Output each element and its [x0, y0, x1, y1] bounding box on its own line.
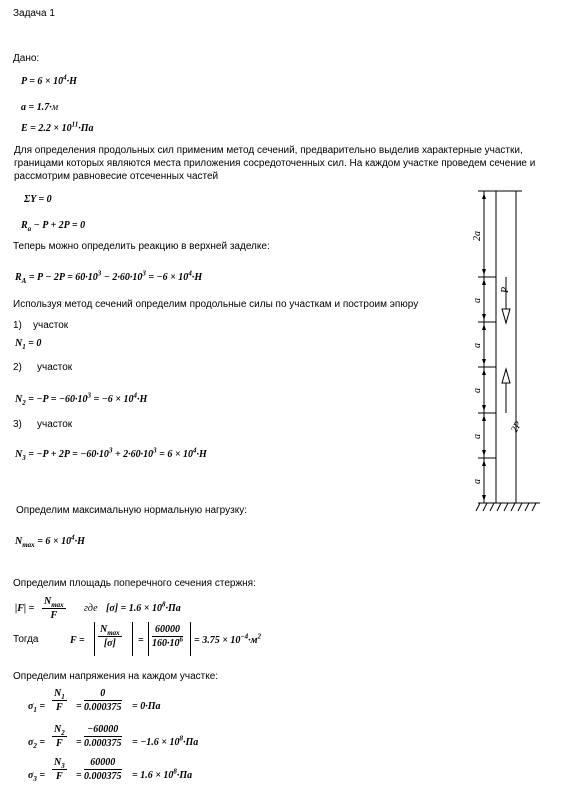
section-2-number: 2) [13, 362, 22, 373]
intro-paragraph: Для определения продольных сил применим метод сечений, предварительно выделив характерные участки, границами которых являются места приложения сосредоточенных сил. На каждом участке проведем сечение и рассмотрим равновесие отсеченных частей [14, 145, 536, 182]
area-result: = $3.75 \times 10^{-4}\cdot м^2$ [194, 632, 262, 646]
stress-1-result: = 0·Па [132, 701, 161, 712]
area-f-equals: F = [70, 635, 85, 646]
given-label: Дано: [13, 53, 40, 64]
force-p-label: P [500, 286, 511, 293]
stress-3-fraction-val [84, 757, 122, 782]
area-fraction-2: $N_{max}$ [σ] [100, 624, 120, 649]
sections-text: Используя метод сечений определим продольные силы по участкам и построим эпюру [13, 299, 419, 310]
reaction-text: Теперь можно определить реакцию в верхней заделке: [13, 241, 270, 252]
equals: = [76, 770, 82, 781]
stress-1-num: 0 [84, 688, 122, 701]
stress-3-fraction-sym: $\frac{N_3}{F}$ [54, 757, 65, 782]
section-2-label: участок [37, 362, 73, 373]
then-label: Тогда [13, 634, 39, 645]
dim-label-a: a [472, 434, 483, 439]
dim-label-a: a [472, 343, 483, 348]
dim-label-a: a [472, 298, 483, 303]
bar [496, 191, 516, 503]
stress-3-result: = $1.6 \times 10^8\cdot Па$ [132, 767, 193, 781]
stress-2-fraction-sym: $\frac{N_2}{F}$ [54, 724, 65, 749]
stress-1-name: $\sigma_1$ = [28, 701, 46, 714]
given-p: $P = 6 \times 10^4\cdot H$ [21, 73, 77, 87]
section-3-label: участок [37, 419, 73, 430]
stress-2-result: = $-1.6 \times 10^8\cdot Па$ [132, 734, 199, 748]
stress-3-den: 0.000375 [84, 771, 122, 782]
abs-bar [190, 622, 191, 656]
force-p-arrowhead [502, 309, 510, 323]
stress-1-fraction-val [84, 688, 122, 713]
stress-2-name: $\sigma_2$ = [28, 737, 46, 750]
stress-1-fraction-sym: $\frac{N_1}{F}$ [54, 688, 65, 713]
abs-bar [94, 622, 95, 656]
force-2p-label: 2P [509, 419, 525, 435]
abs-bar [148, 622, 149, 656]
abs-bar [132, 622, 133, 656]
section-1-label: участок [33, 320, 69, 331]
bar-diagram [460, 185, 550, 515]
balance-equation: $R_a - P + 2P = 0$ [21, 220, 86, 233]
stress-2-num: −60000 [84, 724, 122, 737]
area-where: где [84, 603, 98, 614]
dim-label-a: a [472, 479, 483, 484]
area-fraction-3: $\frac{60000}{160\cdot 10^6}$ [152, 624, 183, 649]
stress-3-name: $\sigma_3$ = [28, 770, 46, 783]
max-equation: $N_{max} = 6 \times 10^4\cdot H$ [15, 533, 85, 549]
area-fraction: $N_{max}$ F [44, 596, 64, 621]
given-e: $E = 2.2 \times 10^{11}\cdot Па$ [21, 120, 94, 134]
equals: = [76, 701, 82, 712]
section-3-equation: $N_3 = -P + 2P = -60\cdot 10^3 + 2\cdot 60\cdot 10^3 = 6 \times 10^4\cdot H$ [15, 446, 207, 462]
stress-2-fraction-val [84, 724, 122, 749]
stress-2-den: 0.000375 [84, 738, 122, 749]
area-sigma: $[\sigma] = 1.6 \times 10^8\cdot Па$ [106, 600, 181, 614]
section-3-number: 3) [13, 419, 22, 430]
given-a: a = 1.7·м [21, 102, 59, 113]
bottom-hatching [476, 503, 536, 511]
section-1-number: 1) [13, 320, 22, 331]
section-2-equation: $N_2 = -P = -60\cdot 10^3 = -6 \times 10^4\cdot H$ [15, 391, 148, 407]
stress-3-num: 60000 [84, 757, 122, 770]
stress-1-den: 0.000375 [84, 702, 122, 713]
dim-label-a: a [472, 388, 483, 393]
section-1-equation: $N_1 = 0$ [15, 338, 42, 351]
max-text: Определим максимальную нормальную нагрузку: [16, 505, 247, 516]
reaction-equation: $R_A = P - 2P = 60\cdot 10^3 - 2\cdot 60\cdot 10^3 = -6 \times 10^4\cdot H$ [15, 269, 203, 285]
dim-label-2a: 2a [472, 231, 483, 241]
area-lhs: |F| = [15, 603, 35, 614]
area-text: Определим площадь поперечного сечения стержня: [13, 578, 256, 589]
page-title: Задача 1 [13, 8, 55, 19]
stress-text: Определим напряжения на каждом участке: [13, 671, 219, 682]
force-2p-arrowhead [502, 369, 510, 383]
equals: = [138, 635, 144, 646]
sum-y-equation: ΣY = 0 [24, 194, 52, 205]
equals: = [76, 737, 82, 748]
